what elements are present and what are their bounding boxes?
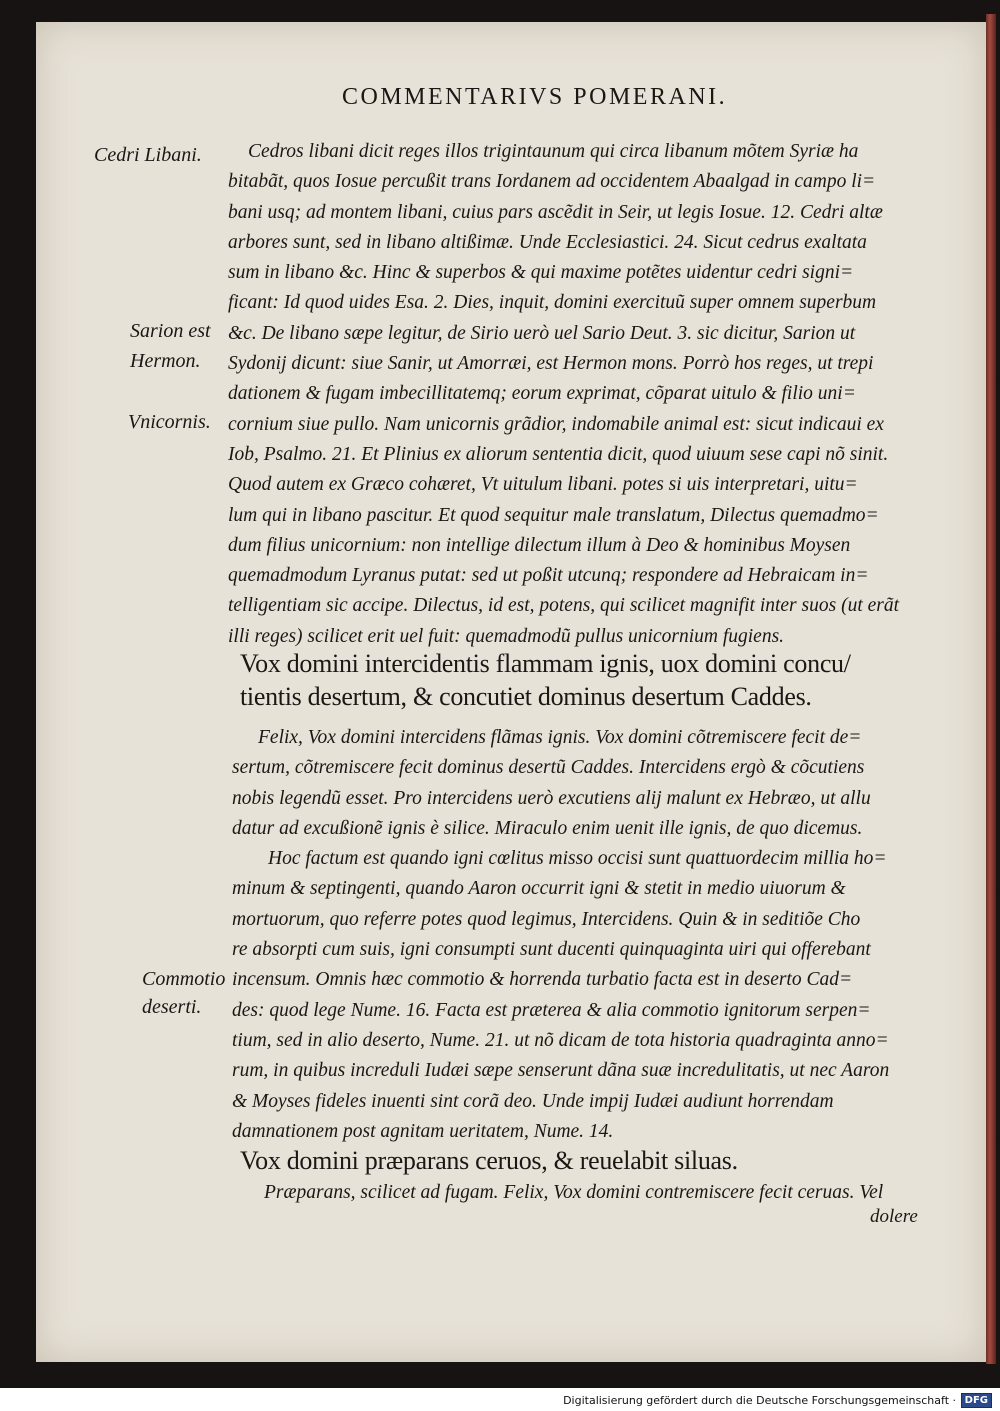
catchword: dolere: [870, 1206, 918, 1227]
text-line: tium, sed in alio deserto, Nume. 21. ut nõ dicam de tota historia quadraginta anno=: [232, 1029, 889, 1051]
text-line: minum & septingenti, quando Aaron occurrit igni & stetit in medio uiuorum &: [232, 878, 846, 900]
text-line: & Moyses fideles inuenti sint corã deo. Unde impij Iudæi audiunt horrendam: [232, 1090, 834, 1112]
margin-note-commotio: Commotio: [142, 968, 226, 990]
verse-line: Vox domini præparans ceruos, & reuelabit siluas.: [240, 1146, 738, 1175]
verse-line: Vox domini intercidentis flammam ignis, uox domini concu/: [240, 649, 851, 678]
text-line: sertum, cõtremiscere fecit dominus desertũ Caddes. Intercidens ergò & cõcutiens: [232, 757, 865, 779]
text-line: &c. De libano sæpe legitur, de Sirio uerò uel Sario Deut. 3. sic dicitur, Sarion ut: [228, 322, 856, 344]
margin-note-vnicornis: Vnicornis.: [128, 411, 211, 433]
text-line: Hoc factum est quando igni cœlitus misso occisi sunt quattuordecim millia ho=: [268, 848, 887, 870]
dfg-logo: DFG: [961, 1393, 992, 1408]
text-line: bani usq; ad montem libani, cuius pars ascẽdit in Seir, ut legis Iosue. 12. Cedri altæ: [228, 201, 883, 223]
text-line: Quod autem ex Græco cohæret, Vt uitulum libani. potes si uis interpretari, uitu=: [228, 474, 858, 496]
text-line: Iob, Psalmo. 21. Et Plinius ex aliorum sententia dicit, quod uiuum sese capi nõ sinit.: [228, 443, 889, 465]
text-line: ficant: Id quod uides Esa. 2. Dies, inquit, domini exercituũ super omnem superbum: [228, 292, 877, 314]
margin-note-sarion: Sarion est: [130, 320, 211, 342]
commentary-block-1: [228, 137, 940, 652]
margin-note-cedri: Cedri Libani.: [94, 144, 202, 166]
commentary-block-2: [232, 723, 940, 1147]
verse-line: tientis desertum, & concutiet dominus desertum Caddes.: [240, 682, 812, 711]
text-line: dum filius unicornium: non intellige dilectum illum à Deo & hominibus Moysen: [228, 534, 851, 556]
text-line: re absorpti cum suis, igni consumpti sunt ducenti quinquaginta uiri qui offerebant: [232, 939, 871, 961]
text-line: Felix, Vox domini intercidens flãmas ignis. Vox domini cõtremiscere fecit de=: [258, 727, 862, 748]
text-line: arbores sunt, sed in libano altißimæ. Unde Ecclesiastici. 24. Sicut cedrus exaltata: [228, 231, 867, 253]
text-line: Præparans, scilicet ad fugam. Felix, Vox domini contremiscere fecit ceruas. Vel: [264, 1182, 884, 1203]
text-line: datur ad excußionẽ ignis è silice. Miraculo enim uenit ille ignis, de quo dicemus.: [232, 817, 863, 839]
text-line: Cedros libani dicit reges illos trigintaunum qui circa libanum mõtem Syriæ ha: [248, 141, 859, 162]
margin-note-hermon: Hermon.: [130, 350, 201, 372]
margin-note-deserti: deserti.: [142, 996, 202, 1018]
text-line: des: quod lege Nume. 16. Facta est præterea & alia commotio ignitorum serpen=: [232, 999, 871, 1021]
psalm-verse-2: [240, 1144, 940, 1177]
commentary-block-3: [232, 1178, 940, 1208]
text-line: bitabãt, quos Iosue percußit trans Iordanem ad occidentem Abaalgad in campo li=: [228, 171, 876, 193]
text-line: sum in libano &c. Hinc & superbos & qui maxime potẽtes uidentur cedri signi=: [228, 262, 854, 284]
running-head: COMMENTARIVS POMERANI.: [342, 84, 728, 110]
text-line: Sydonij dicunt: siue Sanir, ut Amorræi, est Hermon mons. Porrò hos reges, ut trepi: [228, 353, 874, 375]
text-line: rum, in quibus increduli Iudæi sæpe senserunt dãna suæ incredulitatis, ut nec Aaron: [232, 1060, 890, 1082]
text-line: nobis legendũ esset. Pro intercidens uerò excutiens alij malunt ex Hebræo, ut allu: [232, 787, 871, 809]
text-line: dationem & fugam imbecillitatemq; eorum exprimat, cõparat uitulo & filio uni=: [228, 383, 856, 405]
text-line: mortuorum, quo referre potes quod legimus, Intercidens. Quin & in seditiõe Cho: [232, 908, 861, 930]
text-line: damnationem post agnitam ueritatem, Nume. 14.: [232, 1120, 614, 1142]
funding-credit: Digitalisierung gefördert durch die Deutsche Forschungsgemeinschaft ·: [563, 1394, 956, 1407]
text-line: quemadmodum Lyranus putat: sed ut poßit utcunq; respondere ad Hebraicam in=: [228, 565, 869, 587]
text-line: lum qui in libano pascitur. Et quod sequitur male translatum, Dilectus quemadmo=: [228, 504, 879, 526]
book-edge: [986, 14, 996, 1364]
text-line: telligentiam sic accipe. Dilectus, id est, potens, qui scilicet magnifit inter suos (ut erãt: [228, 595, 900, 617]
text-line: illi reges) scilicet erit uel fuit: quemadmodũ pullus unicornium fugiens.: [228, 625, 785, 647]
text-line: incensum. Omnis hæc commotio & horrenda turbatio facta est in deserto Cad=: [232, 969, 853, 991]
psalm-verse-1: [240, 647, 940, 713]
text-line: cornium siue pullo. Nam unicornis grãdior, indomabile animal est: sicut indicaui ex: [228, 413, 884, 435]
